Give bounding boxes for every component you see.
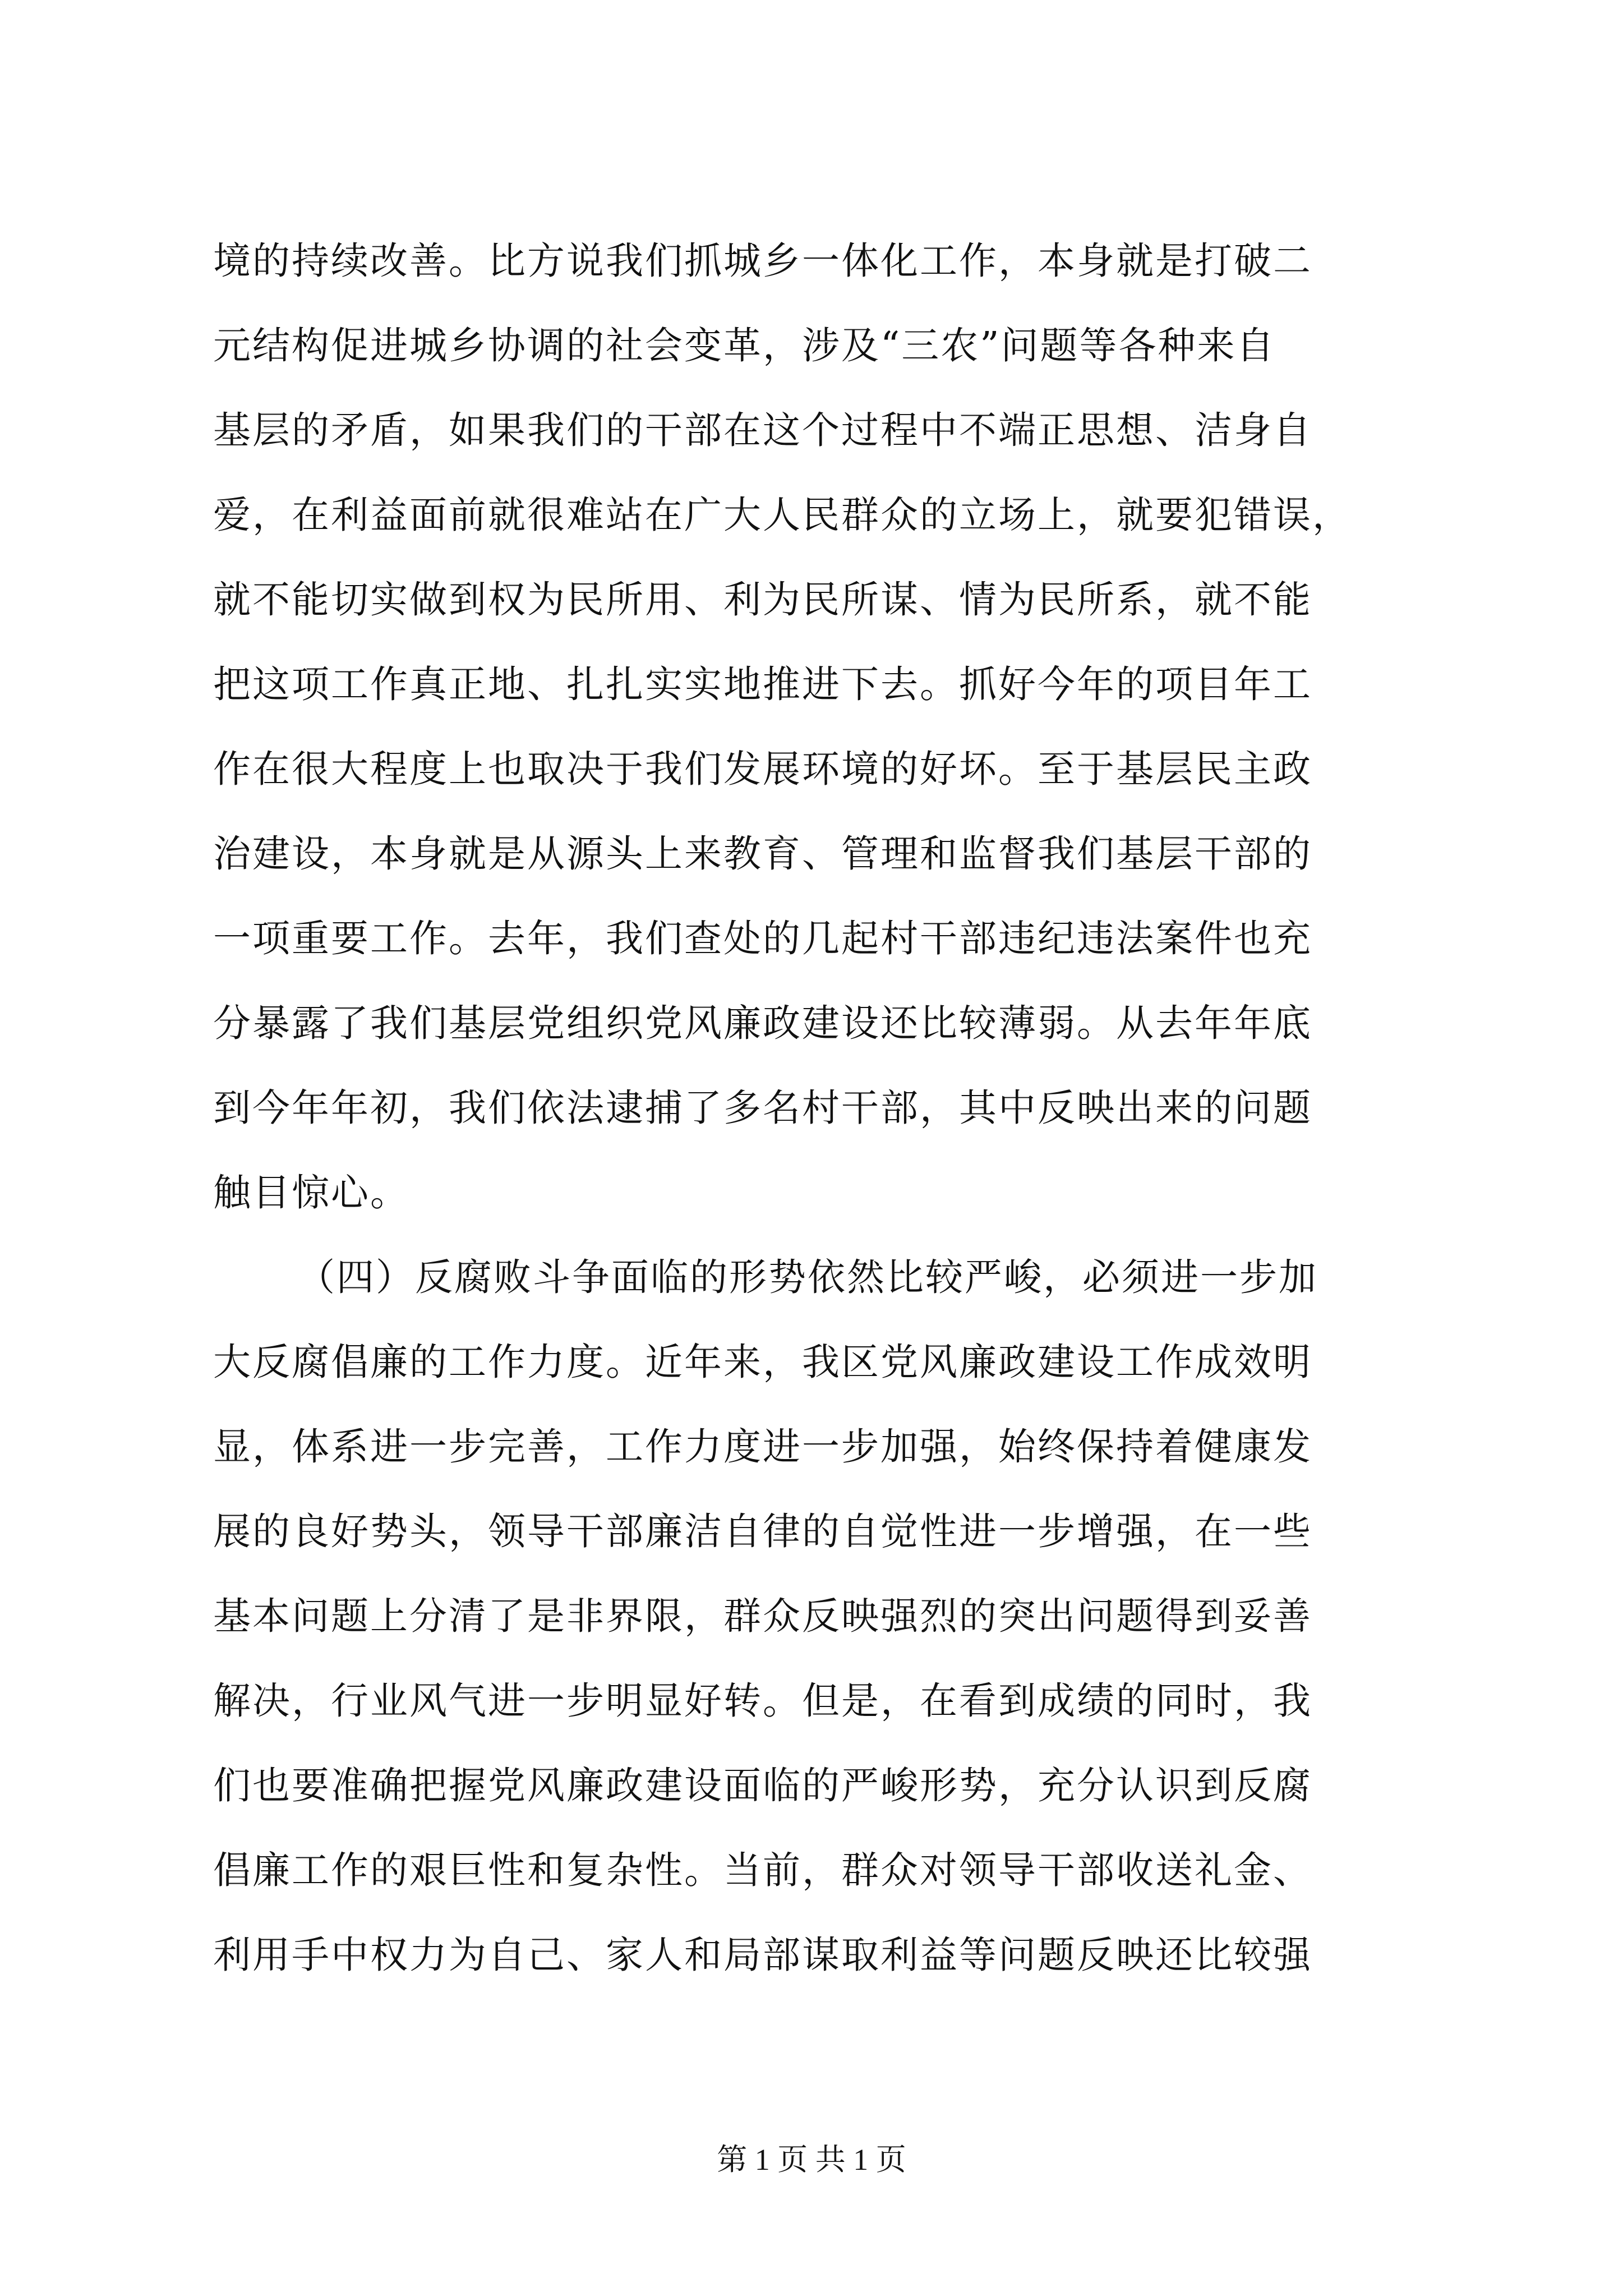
body-text: [213, 219, 1419, 1998]
text-line: 把这项工作真正地、扎扎实实地推进下去。抓好今年的项目年工: [213, 662, 1312, 706]
text-line: 爱，在利益面前就很难站在广大人民群众的立场上，就要犯错误，: [213, 493, 1352, 537]
page-number-footer: 第 1 页 共 1 页: [717, 2143, 906, 2177]
text-line: 倡廉工作的艰巨性和复杂性。当前，群众对领导干部收送礼金、: [213, 1848, 1312, 1892]
text-line: 境的持续改善。比方说我们抓城乡一体化工作，本身就是打破二: [213, 239, 1312, 283]
text-line: 作在很大程度上也取决于我们发展环境的好坏。至于基层民主政: [213, 747, 1312, 791]
text-line: 展的良好势头，领导干部廉洁自律的自觉性进一步增强，在一些: [213, 1510, 1312, 1553]
text-line: 元结构促进城乡协调的社会变革，涉及“三农”问题等各种来自: [213, 324, 1276, 367]
text-line: 治建设，本身就是从源头上来教育、管理和监督我们基层干部的: [213, 832, 1312, 876]
text-line: 基本问题上分清了是非界限，群众反映强烈的突出问题得到妥善: [213, 1594, 1312, 1638]
text-line: 大反腐倡廉的工作力度。近年来，我区党风廉政建设工作成效明: [213, 1340, 1312, 1384]
text-line: 分暴露了我们基层党组织党风廉政建设还比较薄弱。从去年年底: [213, 1001, 1312, 1045]
text-line: 一项重要工作。去年，我们查处的几起村干部违纪违法案件也充: [213, 917, 1312, 960]
text-line: 触目惊心。: [213, 1171, 409, 1214]
paragraph-start-line: （四）反腐败斗争面临的形势依然比较严峻，必须进一步加: [297, 1255, 1318, 1299]
text-line: 就不能切实做到权为民所用、利为民所谋、情为民所系，就不能: [213, 578, 1312, 622]
text-line: 显，体系进一步完善，工作力度进一步加强，始终保持着健康发: [213, 1425, 1312, 1469]
text-line: 基层的矛盾，如果我们的干部在这个过程中不端正思想、洁身自: [213, 408, 1312, 452]
text-line: 利用手中权力为自己、家人和局部谋取利益等问题反映还比较强: [213, 1933, 1312, 1977]
text-line: 们也要准确把握党风廉政建设面临的严峻形势，充分认识到反腐: [213, 1764, 1312, 1807]
text-line: 到今年年初，我们依法逮捕了多名村干部，其中反映出来的问题: [213, 1086, 1312, 1130]
text-line: 解决，行业风气进一步明显好转。但是，在看到成绩的同时，我: [213, 1679, 1312, 1723]
